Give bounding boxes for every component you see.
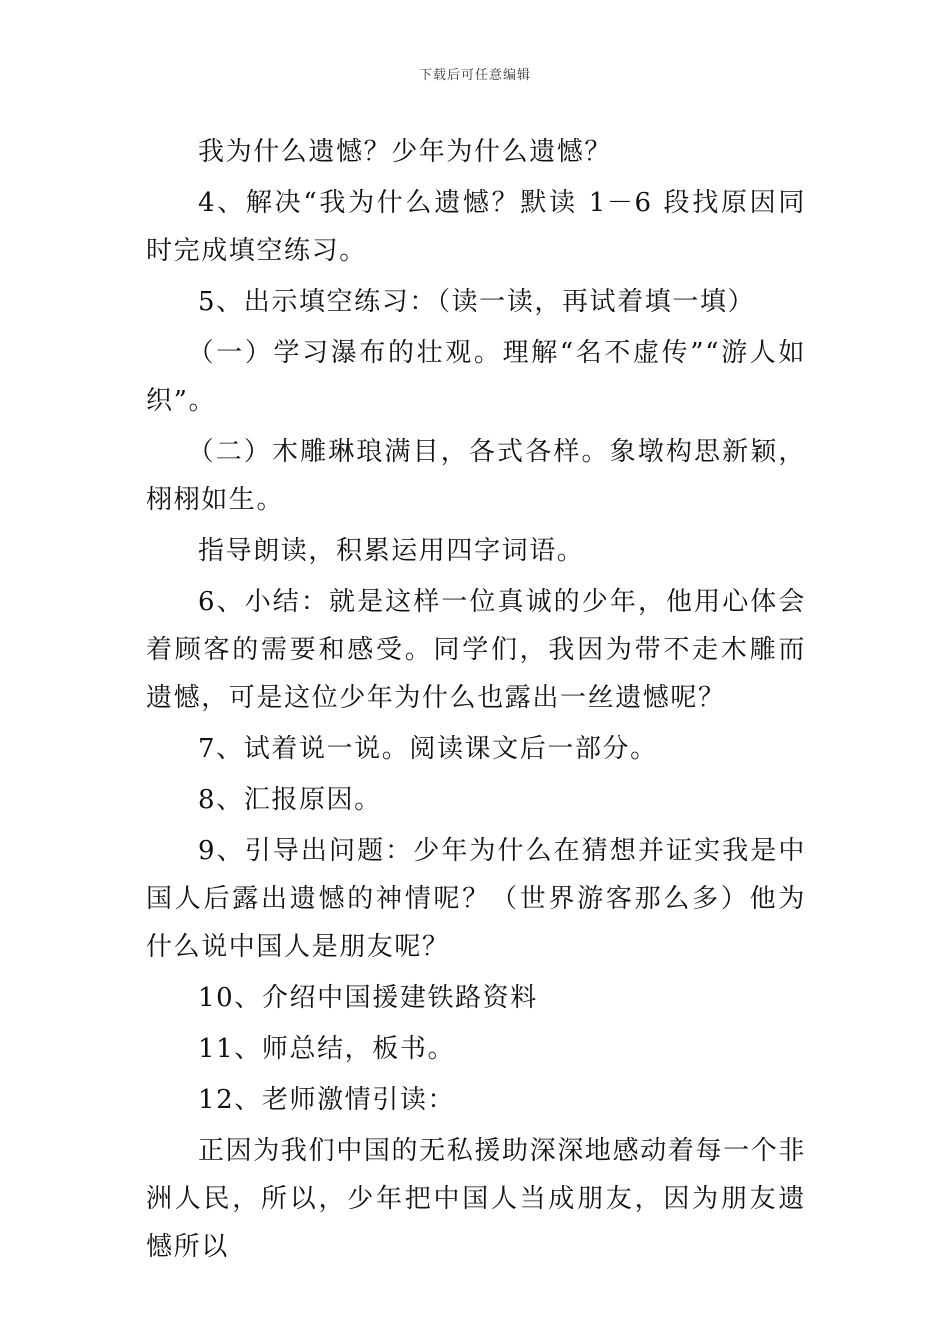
paragraph-6: 指导朗读，积累运用四字词语。 [198,536,585,566]
paragraph-11: 10、介绍中国援建铁路资料 [198,983,538,1013]
paragraph-14: 正因为我们中国的无私援助深深地感动着每一个非洲人民，所以，少年把中国人当成朋友，因为朋友遗憾所以 [146,1136,806,1262]
paragraph-4: （一）学习瀑布的壮观。理解“名不虚传”“游人如织”。 [146,338,806,416]
paragraph-3: 5、出示填空练习：（读一读，再试着填一填） [198,287,756,317]
document-body [146,128,806,1271]
paragraph-7: 6、小结：就是这样一位真诚的少年，他用心体会着顾客的需要和感受。同学们，我因为带不走木雕而遗憾，可是这位少年为什么也露出一丝遗憾呢？ [146,587,806,713]
paragraph-5: （二）木雕琳琅满目，各式各样。象墩构思新颖，栩栩如生。 [146,437,806,515]
paragraph-13: 12、老师激情引读： [198,1085,456,1115]
page-header-note: 下载后可任意编辑 [418,68,531,83]
paragraph-1: 我为什么遗憾？少年为什么遗憾？ [198,137,613,167]
paragraph-9: 8、汇报原因。 [198,785,382,815]
paragraph-10: 9、引导出问题：少年为什么在猜想并证实我是中国人后露出遗憾的神情呢？（世界游客那么多）他为什么说中国人是朋友呢？ [146,836,806,962]
paragraph-8: 7、试着说一说。阅读课文后一部分。 [198,734,658,764]
paragraph-2: 4、解决“我为什么遗憾？默读 1－6 段找原因同时完成填空练习。 [146,188,806,266]
paragraph-12: 11、师总结，板书。 [198,1034,456,1064]
